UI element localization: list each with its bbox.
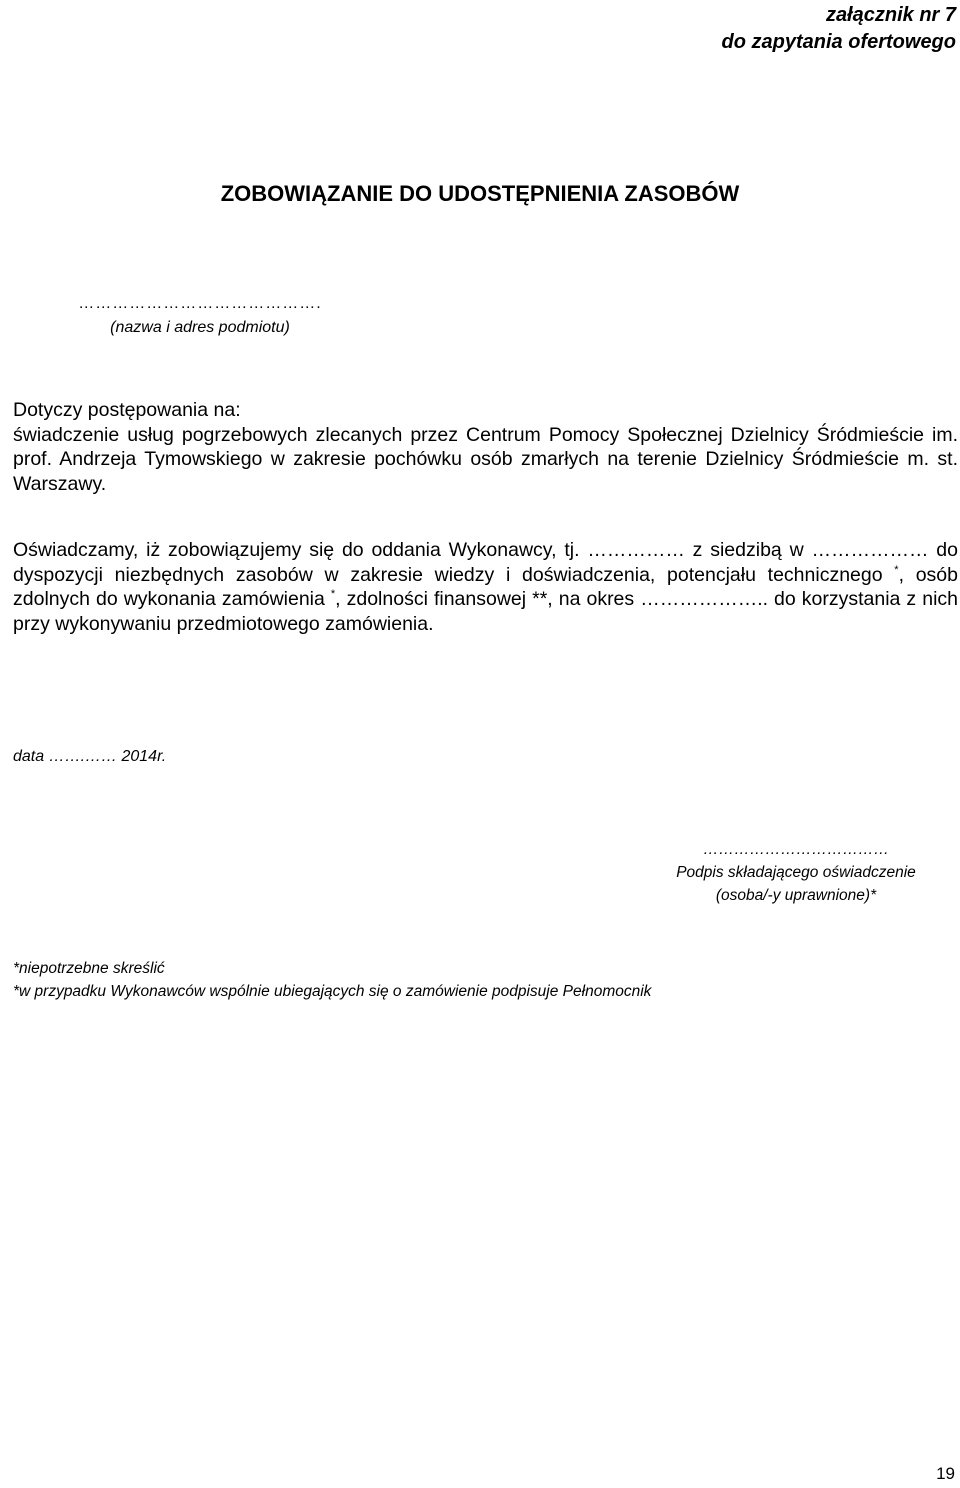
footnote-item: *w przypadku Wykonawców wspólnie ubiegających się o zamówienie podpisuje Pełnomocnik [13, 983, 652, 1000]
date-line: data …….…… 2014r. [13, 748, 167, 765]
attachment-header [722, 2, 956, 56]
attachment-number: załącznik nr 7 [825, 4, 956, 26]
statement-text-part3: , zdolności finansowej **, na okres ……………….. do korzystania z nich przy wykonywaniu przedmiotowego zamówienia. [13, 588, 958, 635]
signature-caption: Podpis składającego oświadczenie [676, 864, 916, 881]
page-number: 19 [936, 1464, 955, 1483]
signature-block [660, 838, 932, 907]
proceedings-section [13, 398, 958, 496]
footnote-item: *niepotrzebne skreślić [13, 960, 165, 977]
proceedings-heading: Dotyczy postępowania na: [13, 399, 241, 421]
entity-caption: (nazwa i adres podmiotu) [110, 319, 290, 336]
statement-text-part1: Oświadczamy, iż zobowiązujemy się do oddania Wykonawcy, tj. …………… z siedzibą w ……………… do dyspozycji niezbędnych zasobów w zakresie wiedzy i doświadczenia, potencjału technicznego [13, 539, 958, 586]
entity-block [10, 292, 390, 340]
statement-paragraph [13, 538, 958, 636]
statement-text-part2: , osób zdolnych do wykonania zamówienia [13, 563, 958, 610]
statement-footnote-mark-2: * [330, 588, 336, 600]
document-title: ZOBOWIĄZANIE DO UDOSTĘPNIENIA ZASOBÓW [220, 181, 740, 206]
proceedings-text: świadczenie usług pogrzebowych zlecanych przez Centrum Pomocy Społecznej Dzielnicy Śródmieście im. prof. Andrzeja Tymowskiego w zakresie pochówku osób zmarłych na terenie Dzielnicy Śródmieście m. st. Warszawy. [13, 423, 958, 495]
entity-placeholder: ……………………………………. [78, 295, 322, 312]
signature-placeholder: ……………………………… [703, 841, 889, 858]
attachment-reference: do zapytania ofertowego [721, 31, 956, 53]
statement-footnote-mark-1: * [894, 563, 899, 576]
footnotes [13, 957, 651, 1003]
signature-role-caption: (osoba/-y uprawnione)* [715, 887, 877, 904]
